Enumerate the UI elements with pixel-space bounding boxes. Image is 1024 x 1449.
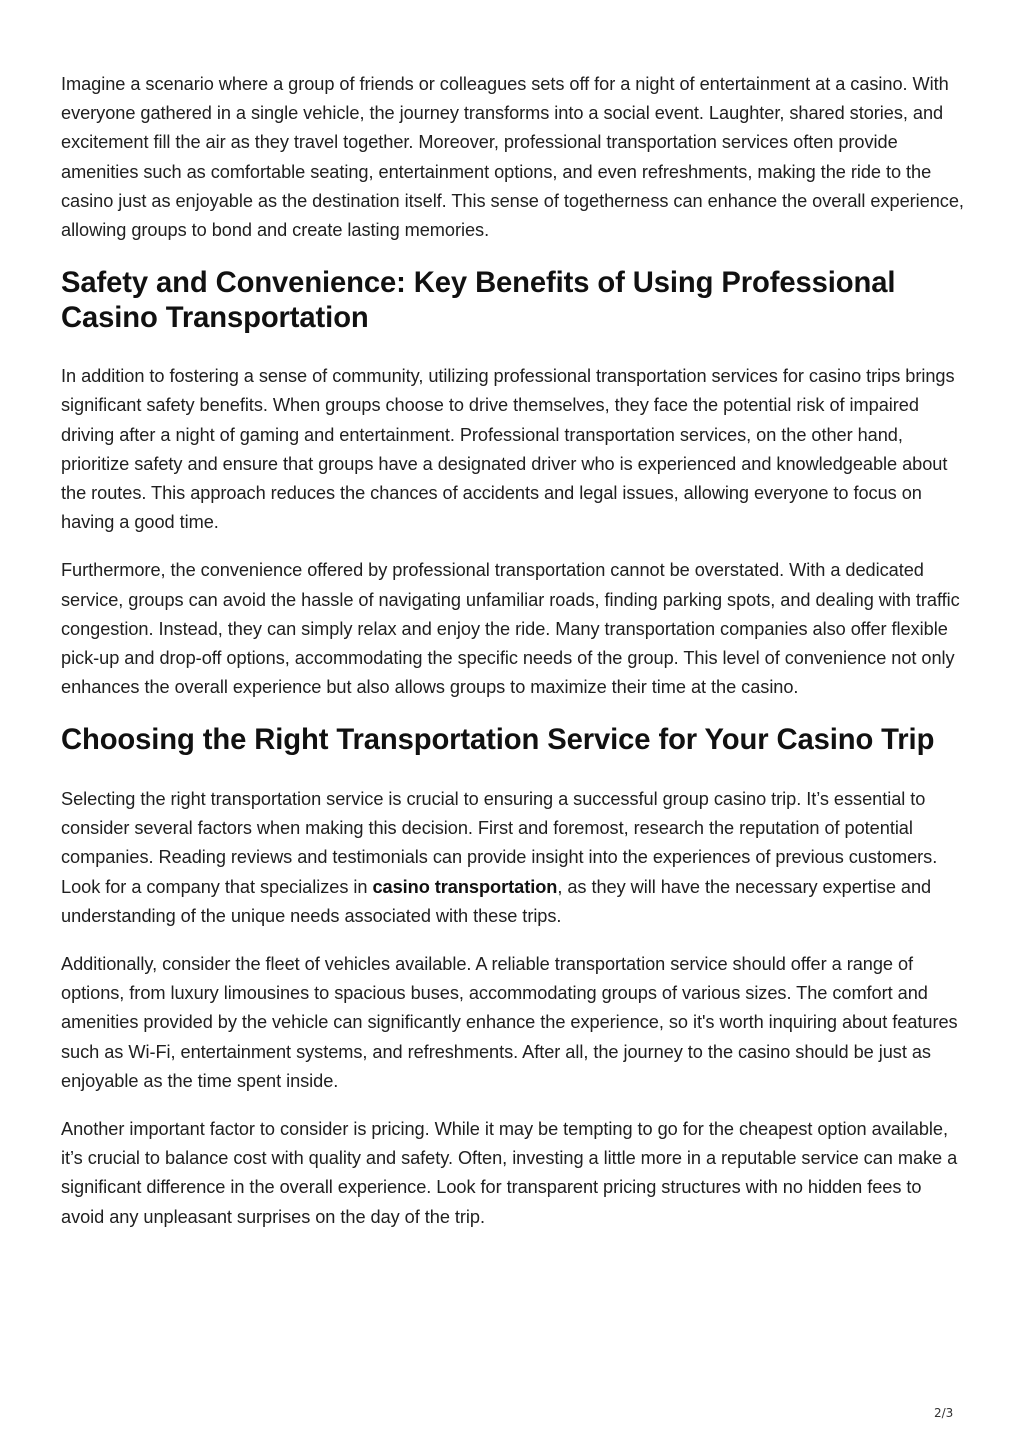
fleet-paragraph: Additionally, consider the fleet of vehicles available. A reliable transportation service should offer a range of options, from luxury limousines to spacious buses, accommodating groups of various sizes. The comfort and amenities provided by the vehicle can significantly enhance the experience, so it's worth inquiring about features such as Wi-Fi, entertainment systems, and refreshments. After all, the journey to the casino should be just as enjoyable as the time spent inside. bbox=[61, 953, 958, 1091]
casino-transportation-keyword: casino transportation bbox=[372, 876, 558, 897]
selecting-text-before: Selecting the right transportation service is crucial to ensuring a successful group casino trip. It’s essential to consider several factors when making this decision. First and foremost, research the reputation of potential companies. Reading reviews and testimonials can provide insight into the experiences of previous customers. Look for a company that specializes in bbox=[61, 788, 938, 897]
pricing-paragraph: Another important factor to consider is pricing. While it may be tempting to go for the cheapest option available, it’s crucial to balance cost with quality and safety. Often, investing a little more in a reputable service can make a significant difference in the overall experience. Look for transparent pricing structures with no hidden fees to avoid any unpleasant surprises on the day of the trip. bbox=[61, 1118, 958, 1227]
page-number: 2/3 bbox=[934, 1406, 954, 1420]
intro-paragraph: Imagine a scenario where a group of friends or colleagues sets off for a night of entertainment at a casino. With everyone gathered in a single vehicle, the journey transforms into a social event. Laughter, shared stories, and excitement fill the air as they travel together. Moreover, professional transportation services often provide amenities such as comfortable seating, entertainment options, and even refreshments, making the ride to the casino just as enjoyable as the destination itself. This sense of togetherness can enhance the overall experience, allowing groups to bond and create lasting memories. bbox=[61, 74, 964, 241]
convenience-paragraph: Furthermore, the convenience offered by professional transportation cannot be overstated. With a dedicated service, groups can avoid the hassle of navigating unfamiliar roads, finding parking spots, and dealing with traffic congestion. Instead, they can simply relax and enjoy the ride. Many transportation companies also offer flexible pick-up and drop-off options, accommodating the specific needs of the group. This level of convenience not only enhances the overall experience but also allows groups to maximize their time at the casino. bbox=[61, 560, 960, 698]
selecting-text-after: , as they will have the necessary expertise and understanding of the unique needs associated with these trips. bbox=[61, 876, 932, 926]
section-heading-choosing-service: Choosing the Right Transportation Service for Your Casino Trip bbox=[61, 724, 935, 757]
document-body bbox=[61, 70, 966, 1251]
safety-paragraph: In addition to fostering a sense of community, utilizing professional transportation services for casino trips brings significant safety benefits. When groups choose to drive themselves, they face the potential risk of impaired driving after a night of gaming and entertainment. Professional transportation services, on the other hand, prioritize safety and ensure that groups have a designated driver who is experienced and knowledgeable about the routes. This approach reduces the chances of accidents and legal issues, allowing everyone to focus on having a good time. bbox=[61, 366, 955, 533]
selecting-service-paragraph bbox=[61, 785, 966, 931]
section-heading-safety-convenience: Safety and Convenience: Key Benefits of Using Professional Casino Transportation bbox=[61, 267, 896, 334]
